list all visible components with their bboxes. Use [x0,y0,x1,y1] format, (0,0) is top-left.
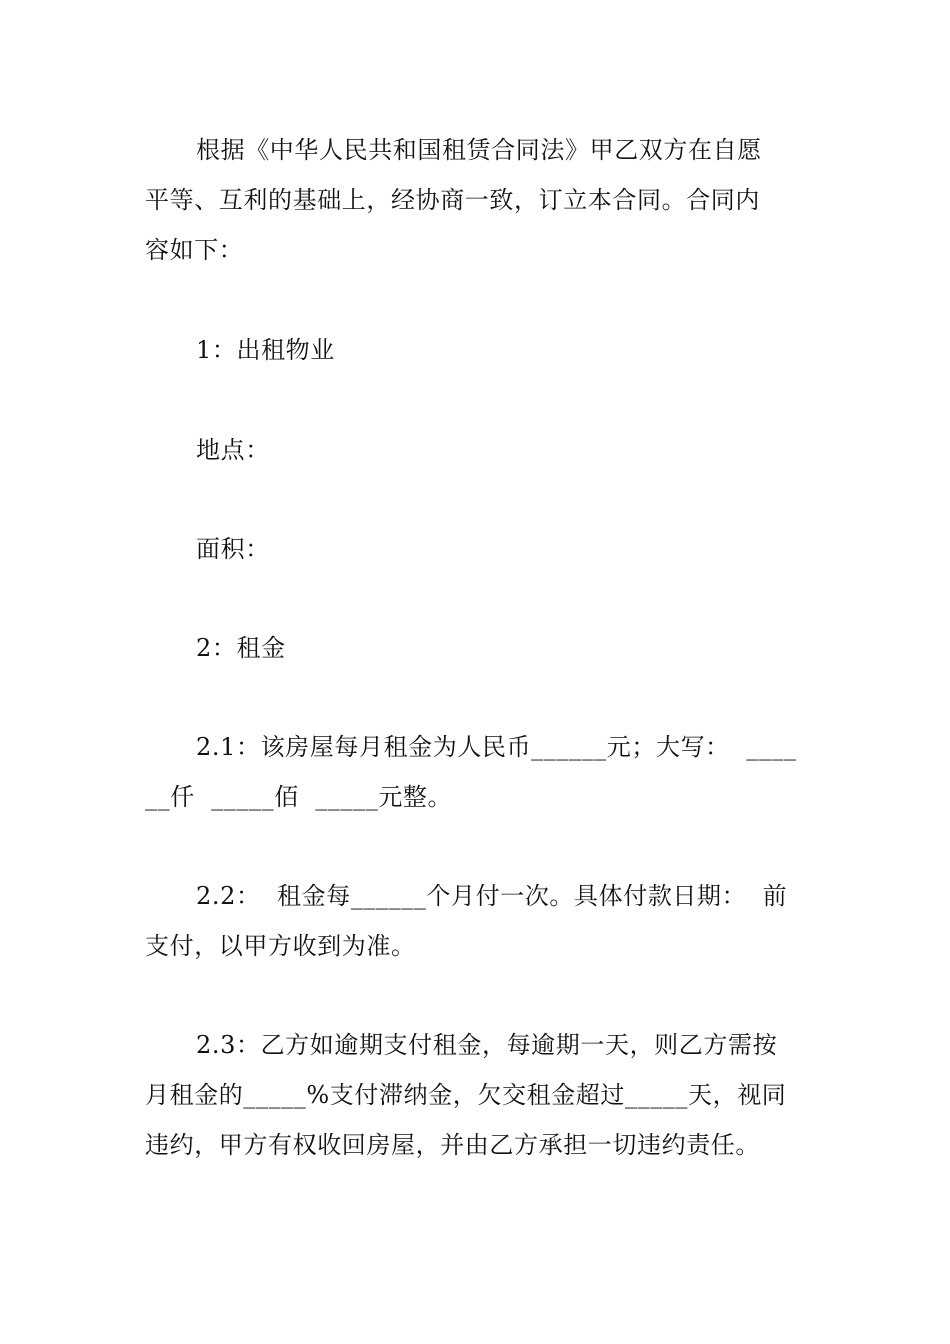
clause-2-3-line-2: 月租金的_____%支付滞纳金，欠交租金超过_____天，视同 [145,1081,787,1109]
section-1-title: 1：出租物业 [196,336,335,364]
clause-2-3-line-1: 2.3：乙方如逾期支付租金，每逾期一天，则乙方需按 [196,1031,778,1059]
intro-line-3: 容如下： [145,236,244,264]
intro-line-1: 根据《中华人民共和国租赁合同法》甲乙双方在自愿 [196,136,762,164]
intro-line-2: 平等、互利的基础上，经协商一致，订立本合同。合同内 [145,186,760,214]
clause-2-1-line-1: 2.1：该房屋每月租金为人民币______元；大写： ____ [196,733,797,761]
clause-2-2-line-2: 支付，以甲方收到为准。 [145,932,416,960]
location-label: 地点： [196,436,270,464]
clause-2-2-line-1: 2.2： 租金每______个月付一次。具体付款日期： 前 [196,882,788,910]
clause-2-1-line-2: __仟 _____佰 _____元整。 [145,783,453,811]
clause-2-3-line-3: 违约，甲方有权收回房屋，并由乙方承担一切违约责任。 [145,1131,760,1159]
area-label: 面积： [196,535,270,563]
section-2-title: 2：租金 [196,634,286,662]
